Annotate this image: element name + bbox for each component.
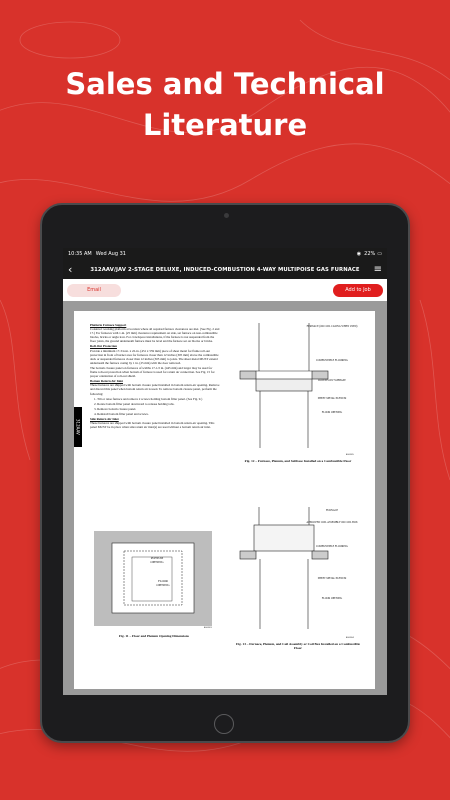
fig12-label-flooring: COMBUSTIBLE FLOORING <box>315 359 349 362</box>
fig12-label-floor-opening: FLOOR OPENING <box>321 411 343 414</box>
home-button[interactable] <box>214 714 234 734</box>
email-button[interactable]: Email <box>67 284 121 297</box>
document-viewer[interactable] <box>63 301 387 695</box>
tablet-screen <box>63 248 387 695</box>
step: 2. Rotate bottom filler panel downward to release holding tabs. <box>94 401 175 406</box>
fig13-label-coil: APPROVED COIL ASSEMBLY OR COIL BOX <box>306 521 358 524</box>
step: 4. Reinstall bottom filler panel and screws. <box>94 411 149 416</box>
document-page <box>74 311 375 689</box>
left-column <box>90 322 220 430</box>
headline-line-2: Literature <box>142 108 308 142</box>
fig13-label-plenum: SHEET METAL PLENUM <box>317 577 347 580</box>
fig13-label-floor-opening: FLOOR OPENING <box>321 597 343 600</box>
app-bar <box>63 260 387 279</box>
step: 3. Remove bottom closure panel. <box>94 406 137 411</box>
fig13-number: A96284 <box>346 637 354 639</box>
fig13-label-furnace: FURNACE <box>325 509 339 512</box>
fig12-number: A96285 <box>346 454 354 456</box>
heading-bottom-return: Bottom Return Air Inlet <box>90 379 123 384</box>
fig11-caption: Fig. 11 – Floor and Plenum Opening Dimensions <box>118 634 190 638</box>
back-arrow-icon[interactable]: ‹ <box>68 263 73 276</box>
heading-roll-out-protection: Roll-Out Protection <box>90 344 117 349</box>
fig11-number: A96283 <box>204 627 212 629</box>
fig12-label-subbase: DOWNFLOW SUBBASE <box>318 379 346 382</box>
paragraph: The bottom closure panel on furnaces of widths 17-1/2 in. (445 mm) and larger may be used for flame roll-out protection when bottom of furnace is used for return air connection. See Fig. 15 for proper orientation of roll-out shield. <box>90 365 215 379</box>
fig12-caption: Fig. 12 – Furnace, Plenum, and Subbase Installed on a Combustible Floor <box>244 459 352 463</box>
battery-label: 22% <box>364 251 376 257</box>
paragraph: These furnaces are shipped with bottom closure panel installed in bottom return-air opening. This panel MUST be in place when side return air inlet(s) are used without a bottom return air inlet. <box>90 421 215 430</box>
floor-opening-label: FLOOR OPENING <box>156 579 170 588</box>
heading-platform-support: Platform Furnace Support <box>90 323 127 327</box>
paragraph: Construct working platform at location where all required furnace clearances are met. (See Fig. 2 and 17.) For furnaces with 1-in. (25 mm) clearance requirement on side, set furnace on non-combustible blocks, bricks or angle iron. For crawlspace installations, if the furnace is not suspended from the floor joists, the ground underneath furnace must be level and the furnace set on blocks or bricks. <box>90 327 220 344</box>
hamburger-menu-icon[interactable]: ≡ <box>373 264 382 275</box>
plenum-opening-label: PLENUM OPENING <box>150 556 164 565</box>
step: 1. Tilt or raise furnace and remove 2 screws holding bottom filler panel. (See Fig. 9.) <box>94 396 203 401</box>
tablet-frame <box>40 203 410 743</box>
side-tab: 312AAV <box>74 407 82 447</box>
paragraph: These furnaces are shipped with bottom closure panel installed in bottom return-air opening. Remove and discard this panel when bottom return air is used. To remove bottom closure panel, perform the following: <box>90 383 220 396</box>
fig13-diagram <box>234 507 352 635</box>
battery-icon: ▭ <box>377 251 382 257</box>
status-date: Wed Aug 31 <box>95 251 126 257</box>
camera-dot <box>224 213 229 218</box>
status-time: 10:35 AM <box>68 251 92 257</box>
headline-line-1: Sales and Technical <box>65 67 385 101</box>
paragraph: Provide a minimum 17-3/4-in. x 22-in. (451 x 559 mm) piece of sheet metal for flame roll-out protection in front of burner area for furnaces closer than 12 inches (305 mm) above the combustible deck or suspended furnaces closer than 12 inches (305 mm) to joists. The sheet metal MUST extend underneath the furnace casing by 1 in. (25 mm) with the door removed. <box>90 348 219 365</box>
fig12-label-furnace: FURNACE (OR COIL CASING WHEN USED) <box>306 325 358 328</box>
wifi-icon: ◉ <box>356 251 362 257</box>
heading-side-return: Side Return Air Inlet <box>90 416 119 421</box>
fig13-caption: Fig. 13 – Furnace, Plenum, and Coil Assembly or Coil Box Installed on a Combustible Floor <box>236 642 360 650</box>
headline <box>0 64 450 146</box>
status-bar <box>63 248 387 260</box>
fig12-label-plenum: SHEET METAL PLENUM <box>317 397 347 400</box>
document-title: 312AAV/JAV 2-STAGE DELUXE, INDUCED-COMBUSTION 4-WAY MULTIPOISE GAS FURNACE <box>90 266 360 273</box>
fig12-diagram <box>234 323 352 451</box>
fig13-label-flooring: COMBUSTIBLE FLOORING <box>315 545 349 548</box>
add-to-job-button[interactable]: Add to Job <box>333 284 383 297</box>
action-bar <box>63 279 387 301</box>
